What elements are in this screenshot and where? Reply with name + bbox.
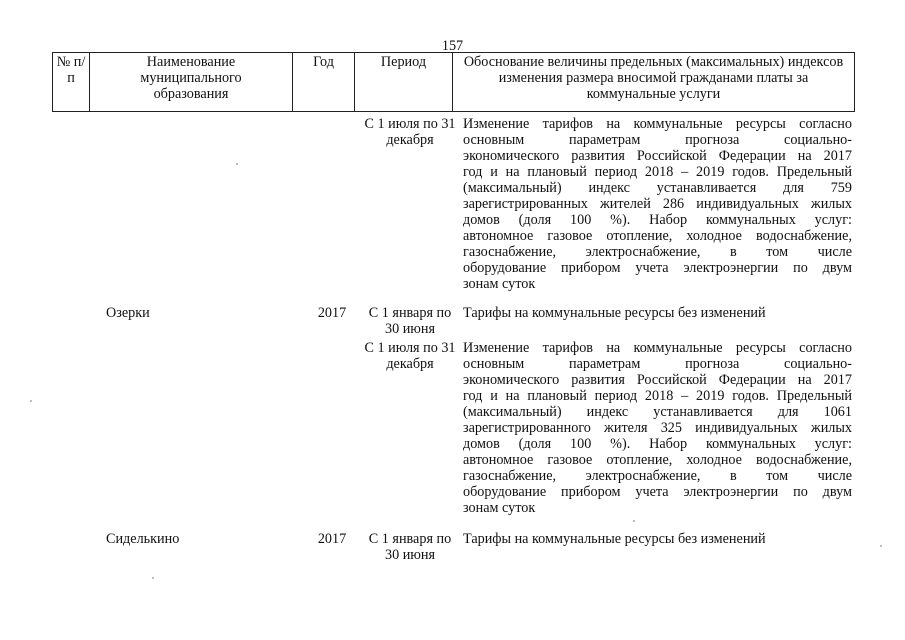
table-row-line: оборудование прибором учета электроэнергии по двум <box>463 260 852 276</box>
row-1-municipality: Озерки <box>106 305 150 321</box>
table-row-line: оборудование прибором учета электроэнергии по двум <box>463 484 852 500</box>
header-period-text: Период <box>380 54 427 70</box>
table-row-line: год и на плановый период 2018 – 2019 годов. Предельный <box>463 388 852 404</box>
table-row-line: экономического развития Российской Федерации на 2017 <box>463 372 852 388</box>
table-row-line: Изменение тарифов на коммунальные ресурсы согласно <box>463 116 852 132</box>
row-3-municipality: Сиделькино <box>106 531 180 547</box>
header-num <box>52 53 89 111</box>
table-row-line: экономического развития Российской Федерации на 2017 <box>463 148 852 164</box>
table-row-line: Изменение тарифов на коммунальные ресурсы согласно <box>463 340 852 356</box>
header-year-text: Год <box>313 54 334 70</box>
table-row-line: газоснабжение, электроснабжение, в том числе <box>463 468 852 484</box>
header-name <box>89 53 292 111</box>
row-3-basis <box>463 531 852 547</box>
table-row-line: Тарифы на коммунальные ресурсы без изменений <box>463 305 766 321</box>
table-header <box>52 52 855 112</box>
table-row-line: год и на плановый период 2018 – 2019 годов. Предельный <box>463 164 852 180</box>
scan-speck <box>152 577 154 579</box>
table-row-line: зонам суток <box>463 500 536 516</box>
page-number: 157 <box>441 38 464 54</box>
row-0-period: С 1 июля по 31 декабря <box>364 116 456 148</box>
row-1-basis <box>463 305 852 321</box>
scan-speck <box>236 163 238 165</box>
header-num-text: № п/п <box>56 54 86 86</box>
table-row-line: Тарифы на коммунальные ресурсы без изменений <box>463 531 766 547</box>
table-row-line: домов (доля 100 %). Набор коммунальных услуг: <box>463 212 852 228</box>
scan-speck <box>30 400 32 402</box>
row-1-period: С 1 января по 30 июня <box>368 305 452 337</box>
table-row-line: основным параметрам прогноза социально- <box>463 132 852 148</box>
scan-speck <box>633 520 635 522</box>
scan-speck <box>880 545 882 547</box>
row-0-basis <box>463 116 852 292</box>
table-row-line: автономное газовое отопление, холодное водоснабжение, <box>463 228 852 244</box>
table-row-line: зарегистрированных жителей 286 индивидуальных жилых <box>463 196 852 212</box>
header-basis-text: Обоснование величины предельных (максимальных) индексов изменения размера вносимой гражданами платы за коммунальные услуги <box>463 54 844 102</box>
header-name-text: Наименование муниципального образования <box>140 54 242 102</box>
row-1-year: 2017 <box>317 305 347 321</box>
row-2-period: С 1 июля по 31 декабря <box>364 340 456 372</box>
table-row-line: автономное газовое отопление, холодное водоснабжение, <box>463 452 852 468</box>
row-2-basis <box>463 340 852 516</box>
table-row-line: домов (доля 100 %). Набор коммунальных услуг: <box>463 436 852 452</box>
table-row-line: основным параметрам прогноза социально- <box>463 356 852 372</box>
table-row-line: (максимальный) индекс устанавливается для 1061 <box>463 404 852 420</box>
header-period <box>354 53 452 111</box>
row-3-year: 2017 <box>317 531 347 547</box>
header-year <box>292 53 354 111</box>
table-row-line: (максимальный) индекс устанавливается для 759 <box>463 180 852 196</box>
row-3-period: С 1 января по 30 июня <box>368 531 452 563</box>
table-row-line: газоснабжение, электроснабжение, в том числе <box>463 244 852 260</box>
header-basis <box>452 53 855 111</box>
table-row-line: зарегистрированного жителя 325 индивидуальных жилых <box>463 420 852 436</box>
table-row-line: зонам суток <box>463 276 536 292</box>
